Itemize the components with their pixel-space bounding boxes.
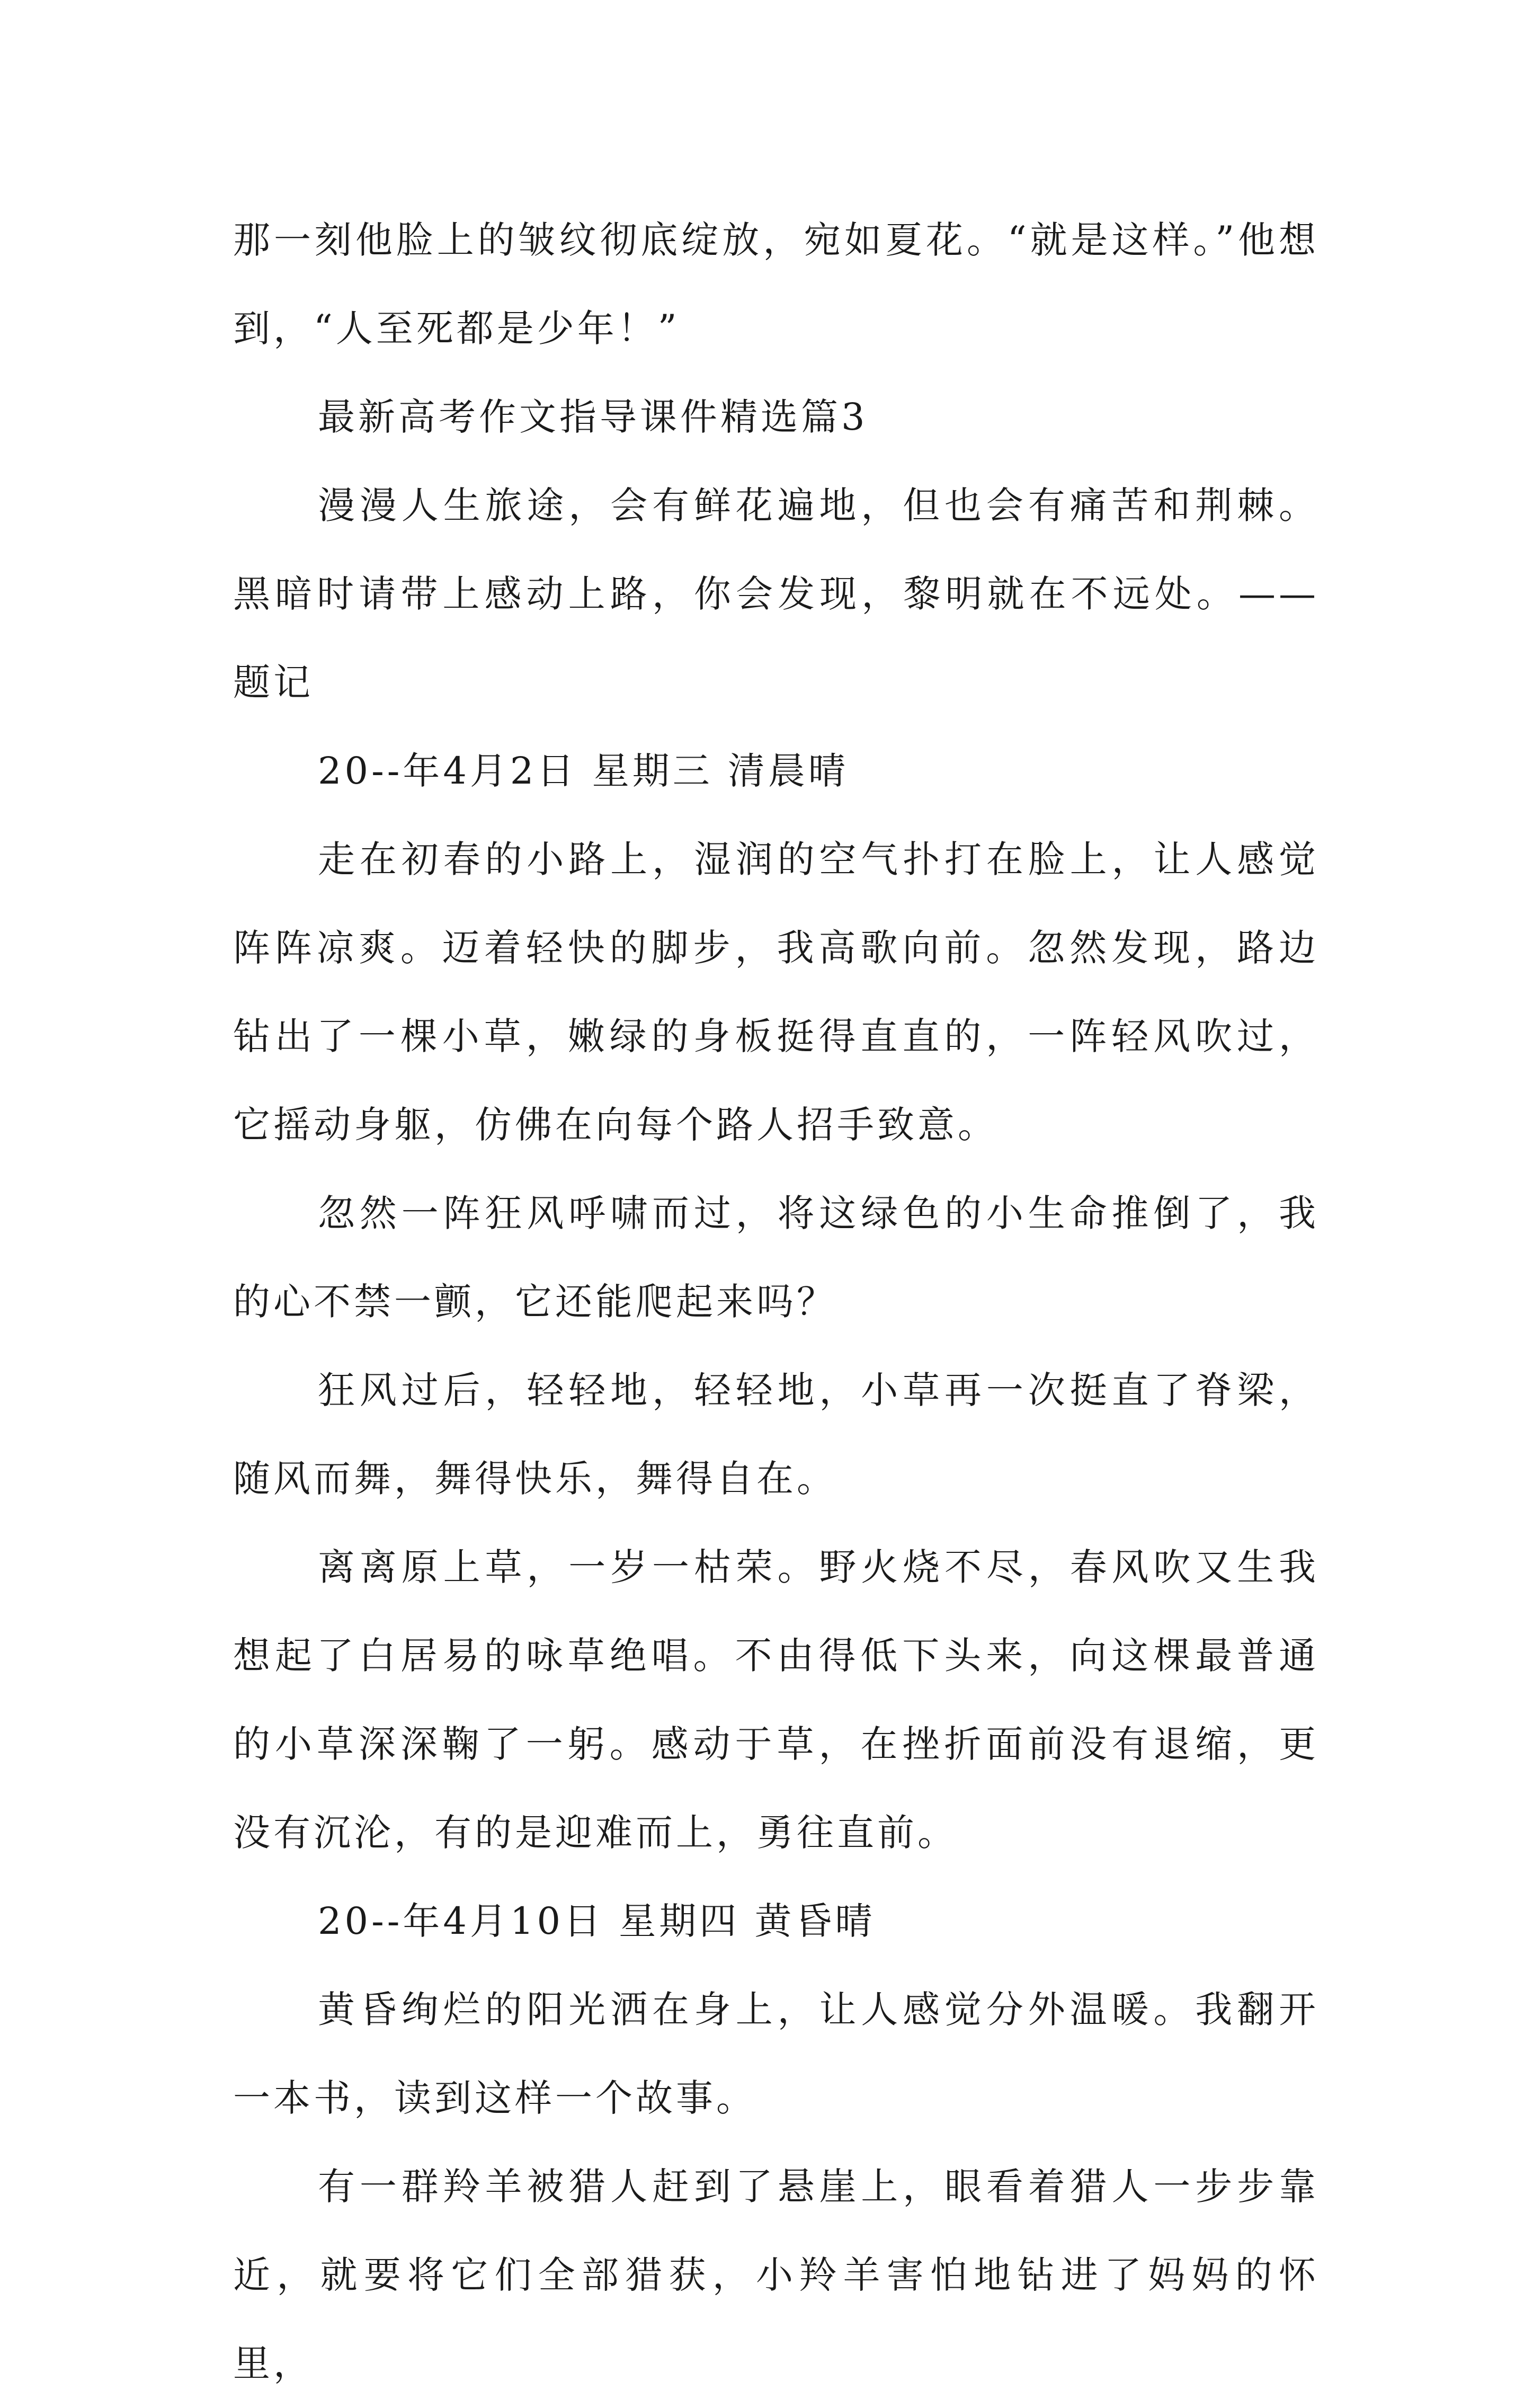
section-heading: 最新高考作文指导课件精选篇3 — [318, 395, 868, 439]
body-paragraph: 黄昏绚烂的阳光洒在身上，让人感觉分外温暖。我翻开一本书，读到这样一个故事。 — [233, 1988, 1319, 2120]
diary-date-heading: 20--年4月10日 星期四 黄昏晴 — [318, 1899, 876, 1943]
body-paragraph: 走在初春的小路上，湿润的空气扑打在脸上，让人感觉阵阵凉爽。迈着轻快的脚步，我高歌向前。忽然发现，路边钻出了一棵小草，嫩绿的身板挺得直直的，一阵轻风吹过，它摇动身躯，仿佛在向每个路人招手致意。 — [233, 838, 1319, 1147]
body-paragraph: 狂风过后，轻轻地，轻轻地，小草再一次挺直了脊梁，随风而舞，舞得快乐，舞得自在。 — [233, 1369, 1319, 1500]
body-paragraph: 有一群羚羊被猎人赶到了悬崖上，眼看着猎人一步步靠近，就要将它们全部猎获，小羚羊害怕地钻进了妈妈的怀里， — [233, 2165, 1319, 2385]
body-paragraph: 忽然一阵狂风呼啸而过，将这绿色的小生命推倒了，我的心不禁一颤，它还能爬起来吗？ — [233, 1192, 1319, 1323]
paragraph-continuation: 那一刻他脸上的皱纹彻底绽放，宛如夏花。“就是这样。”他想到，“人至死都是少年！” — [233, 218, 1319, 350]
epigraph-paragraph: 漫漫人生旅途，会有鲜花遍地，但也会有痛苦和荆棘。黑暗时请带上感动上路，你会发现，黎明就在不远处。——题记 — [233, 484, 1319, 704]
document-body — [233, 196, 1319, 2408]
body-paragraph: 离离原上草，一岁一枯荣。野火烧不尽，春风吹又生我想起了白居易的咏草绝唱。不由得低下头来，向这棵最普通的小草深深鞠了一躬。感动于草，在挫折面前没有退缩，更没有沉沦，有的是迎难而上，勇往直前。 — [233, 1545, 1319, 1854]
diary-date-heading: 20--年4月2日 星期三 清晨晴 — [318, 749, 849, 793]
